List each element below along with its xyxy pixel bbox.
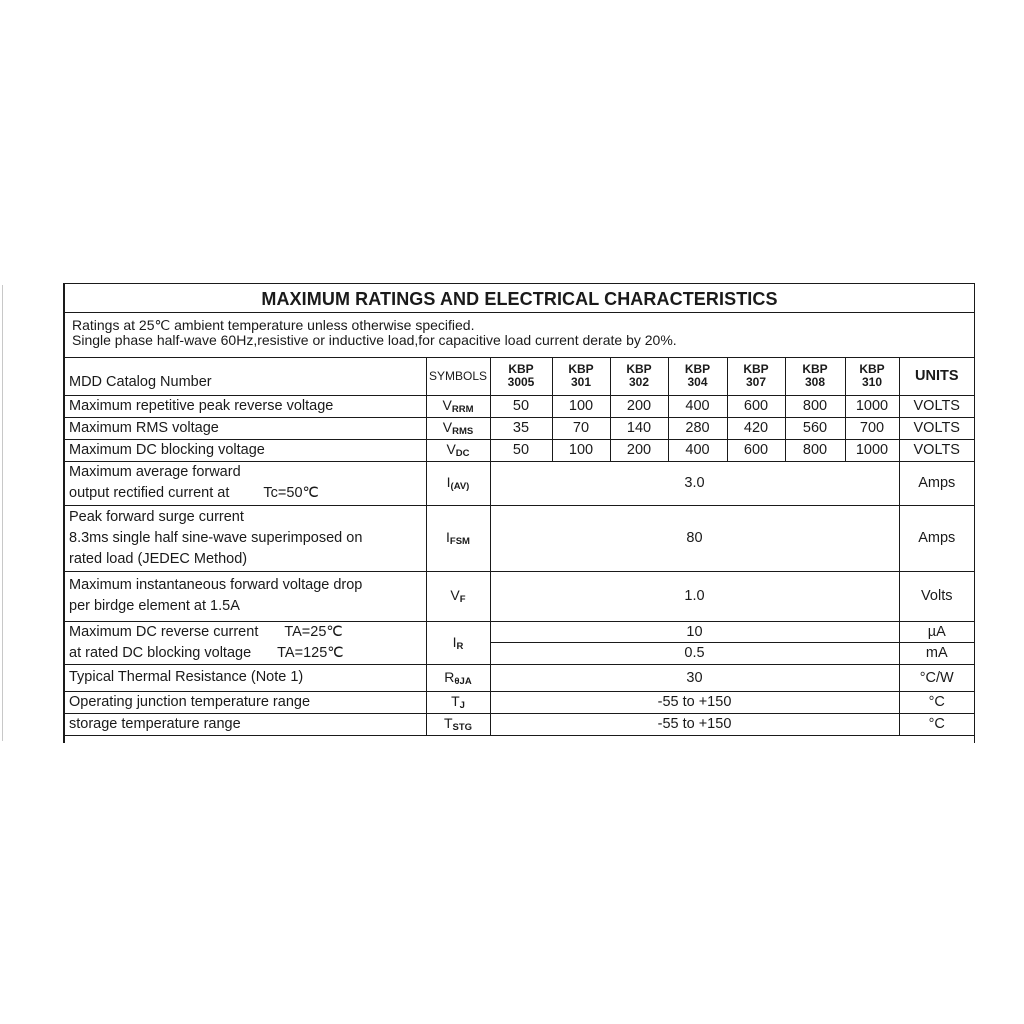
header-row (65, 358, 974, 395)
unit-cell: °C/W (899, 664, 974, 691)
unit-cell: °C (899, 713, 974, 735)
model-number: 307 (745, 375, 767, 390)
param-line: Peak forward surge current (69, 508, 244, 525)
param-text: Maximum DC reverse current (69, 623, 259, 640)
table-row (65, 571, 974, 621)
value-cell: 400 (668, 395, 727, 417)
model-prefix: KBP (508, 362, 534, 377)
table-row (65, 461, 974, 505)
param-iav (65, 461, 426, 505)
symbol-subscript: RMS (452, 426, 474, 437)
table-row (65, 395, 974, 417)
param-line: Maximum average forward (69, 464, 241, 480)
value-cell: 80 (490, 505, 899, 571)
param-tstg: storage temperature range (65, 713, 426, 735)
param-vf (65, 571, 426, 621)
param-text: output rectified current at (69, 485, 230, 501)
model-prefix: KBP (684, 362, 711, 377)
symbol-letter: I (452, 633, 457, 650)
param-line (69, 483, 426, 504)
characteristics-table (65, 358, 974, 743)
symbol-letter: T (443, 715, 453, 731)
param-line: rated load (JEDEC Method) (69, 550, 248, 567)
value-cell: 200 (610, 439, 668, 461)
param-vdc: Maximum DC blocking voltage (65, 439, 426, 461)
value-cell: 1000 (845, 395, 899, 417)
value-cell: 1.0 (490, 571, 899, 621)
symbol-tj (426, 691, 490, 713)
table-bottom-stub (65, 735, 974, 743)
symbol-letter: R (444, 668, 455, 685)
symbol-subscript: DC (455, 448, 470, 459)
units-header: UNITS (899, 358, 974, 395)
param-rtheta: Typical Thermal Resistance (Note 1) (65, 664, 426, 691)
symbol-vdc (426, 439, 490, 461)
model-number: 301 (570, 375, 592, 390)
symbol-subscript: STG (452, 722, 473, 733)
value-cell: 0.5 (491, 642, 899, 663)
symbol-iav (426, 461, 490, 505)
value-cell: 700 (845, 417, 899, 439)
test-condition: TA=25℃ (284, 623, 343, 640)
param-vrms: Maximum RMS voltage (65, 417, 426, 439)
page-edge-rule (2, 285, 3, 741)
test-condition: TA=125℃ (277, 644, 344, 661)
unit-cell: Amps (899, 461, 974, 505)
symbols-header: SYMBOLS (426, 358, 490, 395)
param-line (69, 622, 426, 643)
value-cell: -55 to +150 (490, 713, 899, 735)
value-cell: 800 (785, 439, 845, 461)
model-prefix: KBP (568, 362, 594, 377)
param-line: per birdge element at 1.5A (69, 598, 240, 614)
model-header-307 (727, 358, 785, 395)
unit-split-cell (899, 621, 974, 664)
unit-cell: °C (899, 691, 974, 713)
value-cell: 200 (610, 395, 668, 417)
symbol-rtheta (426, 664, 490, 691)
symbol-subscript: RRM (451, 404, 474, 415)
param-text: at rated DC blocking voltage (69, 644, 252, 661)
symbol-letter: I (446, 529, 450, 545)
value-cell: 600 (727, 439, 785, 461)
value-cell: 10 (686, 624, 703, 640)
param-ifsm (65, 505, 426, 571)
unit-cell: VOLTS (899, 439, 974, 461)
symbol-letter: V (442, 419, 453, 435)
symbol-letter: V (446, 441, 456, 457)
param-line: Maximum instantaneous forward voltage drop (69, 577, 363, 593)
table-row (65, 664, 974, 691)
symbol-tstg (426, 713, 490, 735)
symbol-subscript: R (456, 640, 464, 652)
param-vrrm: Maximum repetitive peak reverse voltage (65, 395, 426, 417)
symbol-letter: T (451, 693, 460, 709)
unit-cell: mA (900, 642, 975, 663)
value-cell: 50 (490, 395, 552, 417)
symbol-subscript: θJA (454, 675, 472, 687)
unit-cell: Volts (899, 571, 974, 621)
model-prefix: KBP (802, 362, 828, 377)
model-header-3005 (490, 358, 552, 395)
value-cell: 1000 (845, 439, 899, 461)
unit-cell: VOLTS (899, 417, 974, 439)
symbol-letter: V (450, 587, 460, 603)
unit-cell: µA (927, 624, 946, 640)
param-line (69, 643, 426, 664)
symbol-subscript: J (459, 700, 465, 711)
table-row (65, 713, 974, 735)
model-header-302 (610, 358, 668, 395)
table-row (65, 691, 974, 713)
ratings-sheet (63, 283, 975, 743)
table-row (65, 621, 974, 664)
symbol-ir (426, 621, 490, 664)
symbol-letter: V (442, 397, 452, 413)
symbol-subscript: F (459, 594, 466, 605)
sheet-title: MAXIMUM RATINGS AND ELECTRICAL CHARACTERISTICS (65, 284, 974, 313)
note-line-1: Ratings at 25℃ ambient temperature unless otherwise specified. (72, 317, 475, 333)
value-cell: 50 (490, 439, 552, 461)
model-header-301 (552, 358, 610, 395)
value-cell: -55 to +150 (490, 691, 899, 713)
value-cell: 400 (668, 439, 727, 461)
unit-cell: VOLTS (899, 395, 974, 417)
value-cell: 100 (552, 395, 610, 417)
symbol-subscript: FSM (449, 536, 470, 547)
value-cell: 30 (490, 664, 899, 691)
value-cell: 3.0 (490, 461, 899, 505)
test-condition: Tc=50℃ (263, 485, 319, 501)
value-cell: 420 (727, 417, 785, 439)
model-prefix: KBP (859, 362, 885, 377)
param-ir (65, 621, 426, 664)
value-cell: 70 (552, 417, 610, 439)
value-cell: 800 (785, 395, 845, 417)
value-cell: 35 (490, 417, 552, 439)
symbol-vrms (426, 417, 490, 439)
value-cell: 100 (552, 439, 610, 461)
value-split-cell (490, 621, 899, 664)
note-line-2: Single phase half-wave 60Hz,resistive or inductive load,for capacitive load current derate by 20%. (72, 332, 677, 348)
model-prefix: KBP (626, 362, 652, 377)
model-prefix: KBP (743, 362, 769, 377)
symbol-vrrm (426, 395, 490, 417)
param-tj: Operating junction temperature range (65, 691, 426, 713)
symbol-vf (426, 571, 490, 621)
table-row (65, 417, 974, 439)
param-line: 8.3ms single half sine-wave superimposed on (69, 529, 363, 546)
model-number: 302 (628, 375, 650, 390)
ratings-notes (65, 313, 974, 358)
table-row (65, 505, 974, 571)
model-number: 308 (804, 375, 826, 390)
value-cell: 140 (610, 417, 668, 439)
model-number: 3005 (507, 375, 535, 390)
table-row (65, 439, 974, 461)
stub-cell (65, 735, 974, 743)
model-number: 304 (687, 375, 708, 390)
symbol-ifsm (426, 505, 490, 571)
model-header-304 (668, 358, 727, 395)
model-number: 310 (861, 375, 883, 390)
value-cell: 560 (785, 417, 845, 439)
value-cell: 280 (668, 417, 727, 439)
model-header-308 (785, 358, 845, 395)
catalog-number-header: MDD Catalog Number (65, 358, 426, 395)
symbol-subscript: (AV) (450, 481, 470, 492)
symbol-letter: I (446, 474, 451, 490)
model-header-310 (845, 358, 899, 395)
value-cell: 600 (727, 395, 785, 417)
unit-cell: Amps (899, 505, 974, 571)
